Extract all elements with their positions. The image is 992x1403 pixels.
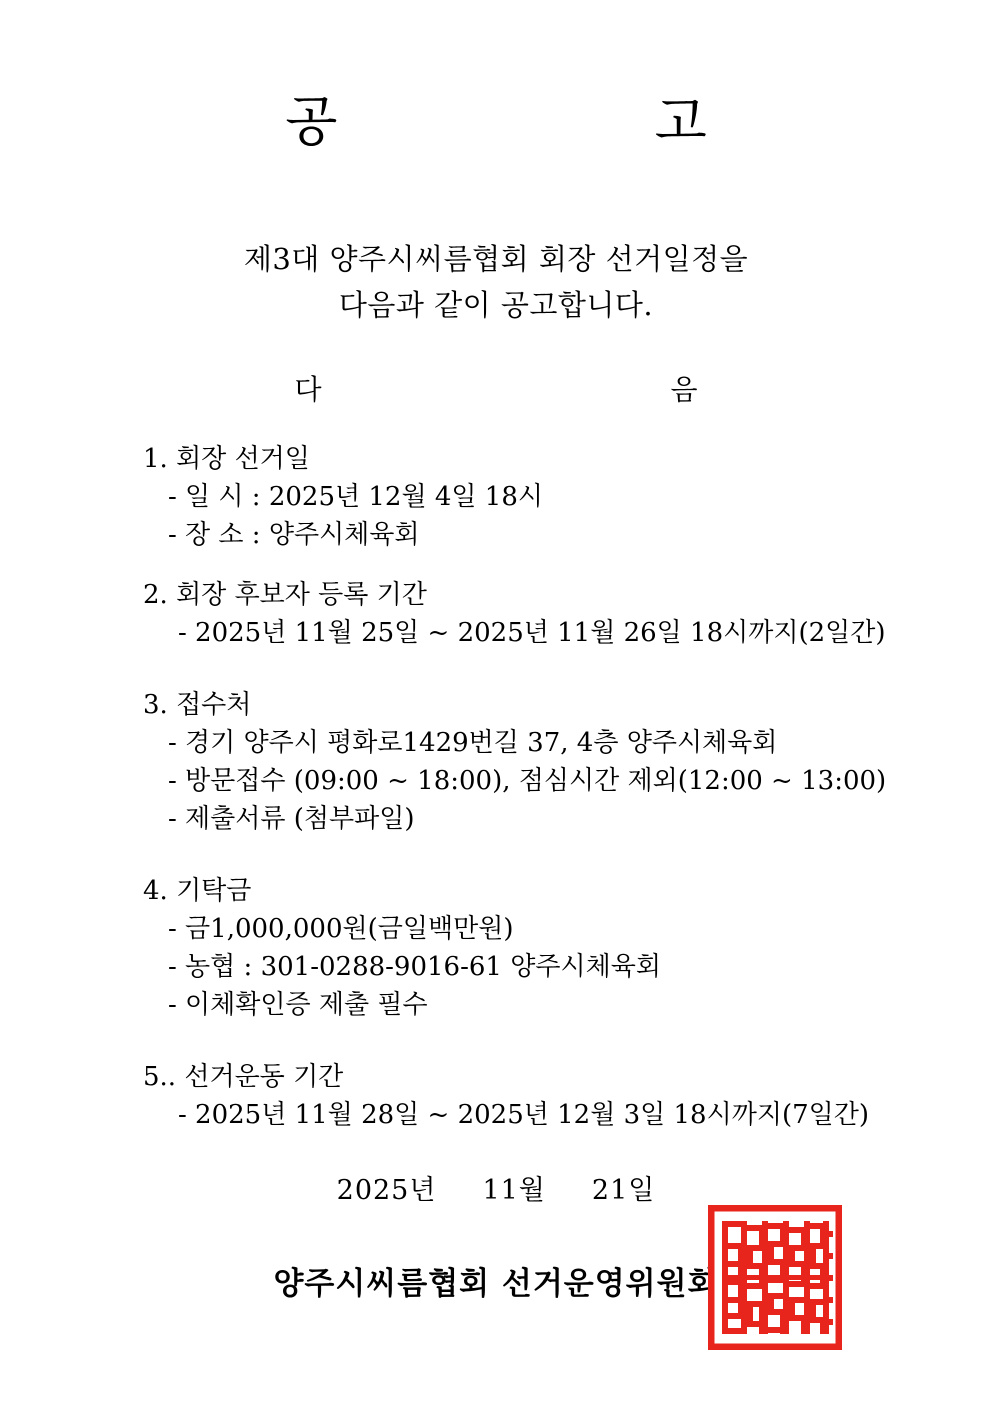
spacer: [143, 1036, 963, 1058]
section-2: [143, 576, 963, 652]
issue-date-day: 21일: [591, 1175, 656, 1206]
section-1-item-1: - 일 시 : 2025년 12월 4일 18시: [168, 482, 543, 512]
body-sections: [143, 440, 963, 1146]
section-3-heading: 3. 접수처: [143, 690, 252, 720]
spacer: [143, 566, 963, 576]
intro-line-1: 제3대 양주시씨름협회 회장 선거일정을: [243, 242, 749, 276]
section-2-heading: 2. 회장 후보자 등록 기간: [143, 580, 427, 610]
issue-date-month: 11월: [482, 1175, 546, 1206]
section-2-item-1: - 2025년 11월 25일 ~ 2025년 11월 26일 18시까지(2일간): [178, 618, 886, 648]
section-1: [143, 440, 963, 554]
section-3: [143, 686, 963, 838]
section-3-item-3: - 제출서류 (첨부파일): [168, 804, 415, 834]
section-4: [143, 872, 963, 1024]
issuer-signature: 양주시씨름협회 선거운영위원회: [273, 1266, 719, 1302]
intro-line-2: 다음과 같이 공고합니다.: [338, 288, 654, 322]
section-4-item-2: - 농협 : 301-0288-9016-61 양주시체육회: [168, 952, 661, 982]
section-1-heading: 1. 회장 선거일: [143, 444, 310, 474]
section-3-item-2: - 방문접수 (09:00 ~ 18:00), 점심시간 제외(12:00 ~ 13:00): [168, 766, 887, 796]
spacer: [143, 850, 963, 872]
intro-paragraph: [0, 236, 992, 328]
section-5-heading: 5.. 선거운동 기간: [143, 1062, 344, 1092]
section-4-heading: 4. 기탁금: [143, 876, 252, 906]
section-4-item-3: - 이체확인증 제출 필수: [168, 990, 428, 1020]
contents-divider: 다 음: [294, 373, 868, 406]
issue-date-year: 2025년: [336, 1175, 437, 1206]
section-5-item-1: - 2025년 11월 28일 ~ 2025년 12월 3일 18시까지(7일간): [178, 1100, 870, 1130]
spacer: [143, 664, 963, 686]
page-title: 공 고: [285, 90, 857, 153]
section-4-item-1: - 금1,000,000원(금일백만원): [168, 914, 514, 944]
issue-date: [0, 1168, 992, 1207]
section-1-item-2: - 장 소 : 양주시체육회: [168, 520, 420, 550]
section-3-item-1: - 경기 양주시 평화로1429번길 37, 4층 양주시체육회: [168, 728, 778, 758]
official-seal-icon: [708, 1205, 842, 1350]
section-5: [143, 1058, 963, 1134]
